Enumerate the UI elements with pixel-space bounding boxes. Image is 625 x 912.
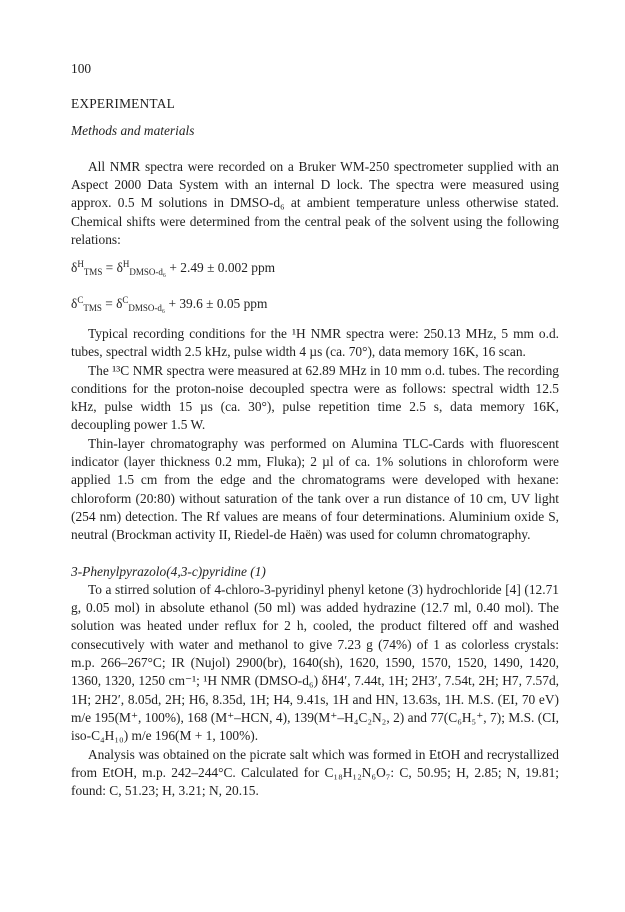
- c-nmr-conditions-paragraph: The ¹³C NMR spectra were measured at 62.89 MHz in 10 mm o.d. tubes. The recording conditions for the proton-noise decoupled spectra were as follows: spectral width 12.5 kHz, pulse width 15 µs (ca. 30°), pulse repetition time 2.5 s, data memory 16K, decoupling power 1.5 W.: [71, 362, 559, 433]
- nmr-intro-paragraph: All NMR spectra were recorded on a Bruker WM-250 spectrometer supplied with an Aspect 2000 Data System with an internal D lock. The spectra were measured using approx. 0.5 M solutions in DMSO-d₆ at ambient temperature unless otherwise stated. Chemical shifts were determined from the central peak of the solvent using the following relations:: [71, 158, 559, 248]
- tlc-paragraph: Thin-layer chromatography was performed on Alumina TLC-Cards with fluorescent indicator (layer thickness 0.2 mm, Fluka); 2 µl of ca. 1% solutions in chloroform were applied 1.5 cm from the edge and the chromatograms were developed with hexane: chloroform (20:80) without saturation of the tank over a run distance of 10 cm, UV light (254 nm) detection. The Rf values are means of four determinations. Aluminium oxide S, neutral (Brockman activity II, Riedel-de Haën) was used for column chromatography.: [71, 435, 559, 543]
- synthesis-paragraph: To a stirred solution of 4-chloro-3-pyridinyl phenyl ketone (3) hydrochloride [4] (12.71 g, 0.05 mol) in absolute ethanol (50 ml) was added hydrazine (12.7 ml, 0.40 mol). The solution was heated under reflux for 2 h, cooled, the product filtered off and washed consecutively with water and methanol to give 7.23 g (74%) of 1 as colorless crystals: m.p. 266–267°C; IR (Nujol) 2900(br), 1640(sh), 1620, 1590, 1570, 1520, 1490, 1420, 1360, 1320, 1250 cm⁻¹; ¹H NMR (DMSO-d₆) δH4′, 7.44t, 1H; 2H3′, 7.54t, 2H; H7, 7.57d, 1H; 2H2′, 8.05d, 2H; H6, 8.35d, 1H; H4, 9.41s, 1H and HN, 13.63s, 1H. M.S. (EI, 70 eV) m/e 195(M⁺, 100%), 168 (M⁺–HCN, 4), 139(M⁺–H₄C₂N₂, 2) and 77(C₆H₅⁺, 7); M.S. (CI, iso-C₄H₁₀) m/e 196(M + 1, 100%).: [71, 581, 559, 744]
- page-number: 100: [71, 61, 92, 76]
- h-nmr-conditions-paragraph: Typical recording conditions for the ¹H NMR spectra were: 250.13 MHz, 5 mm o.d. tubes, spectral width 2.5 kHz, pulse width 4 µs (ca. 70°), data memory 16K, 16 scan.: [71, 325, 559, 360]
- section-title: EXPERIMENTAL: [71, 96, 175, 112]
- compound-title: 3-Phenylpyrazolo(4,3-c)pyridine (1): [71, 563, 266, 579]
- analysis-paragraph: Analysis was obtained on the picrate salt which was formed in EtOH and recrystallized from EtOH, m.p. 242–244°C. Calculated for C₁₈H₁₂N₆O₇: C, 50.95; H, 2.85; N, 19.81; found: C, 51.23; H, 3.21; N, 20.15.: [71, 746, 559, 799]
- document-page: [71, 60, 559, 800]
- equation-carbon-shift: $\delta^C_{TMS} = \delta^C_{DMSO-d_6} + 39.6 \pm 0.05$ ppm: [71, 294, 268, 313]
- subsection-title: Methods and materials: [71, 122, 195, 138]
- equation-proton-shift: $\delta^H_{TMS} = \delta^H_{DMSO-d_6} + 2.49 \pm 0.002$ ppm: [71, 259, 276, 278]
